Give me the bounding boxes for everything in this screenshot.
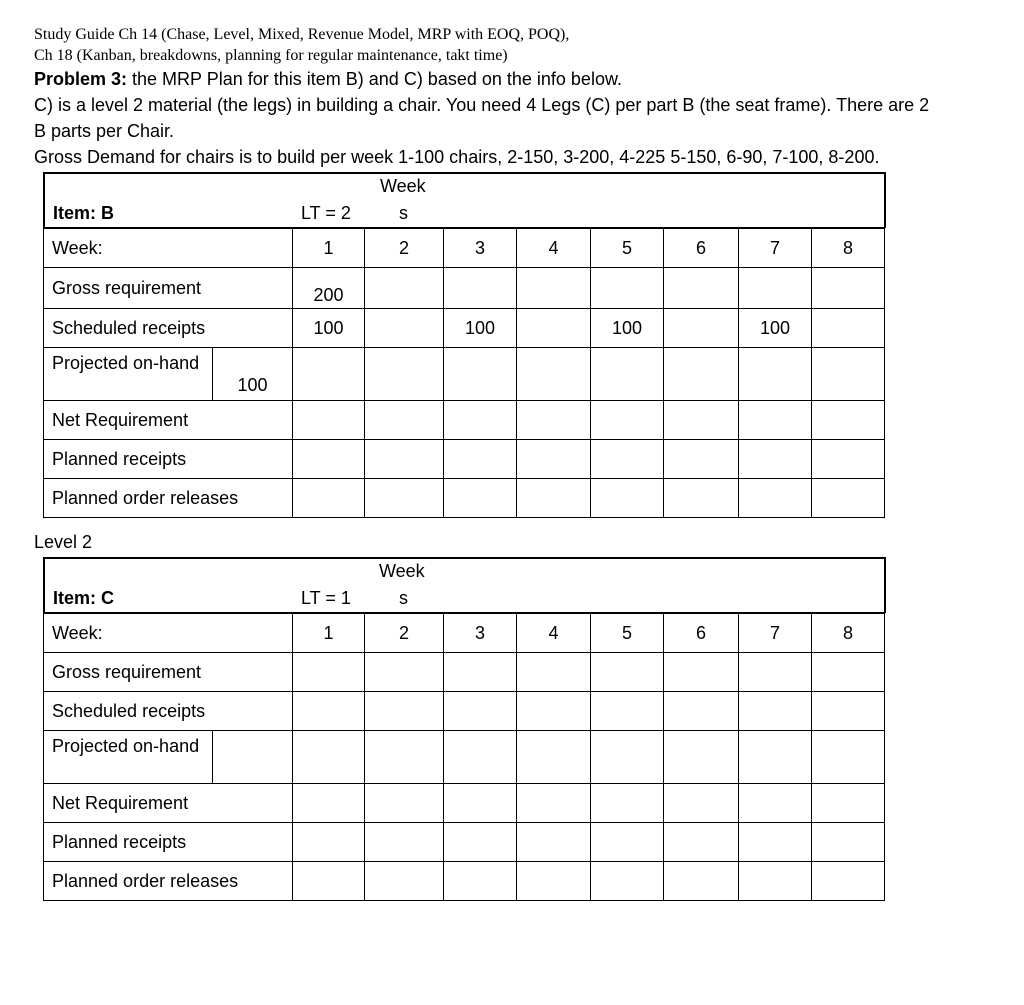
planned-receipts-cell[interactable]	[739, 823, 812, 862]
planned-order-releases-cell[interactable]	[293, 479, 365, 518]
gross-requirement-cell[interactable]	[293, 653, 365, 692]
net-requirement-cell[interactable]	[591, 401, 664, 440]
scheduled-receipts-cell[interactable]	[365, 692, 444, 731]
week-row-label: Week:	[44, 613, 293, 653]
gross-requirement-label: Gross requirement	[44, 653, 293, 692]
scheduled-receipts-cell[interactable]: 100	[293, 309, 365, 348]
projected-on-hand-cell[interactable]	[739, 731, 812, 784]
projected-on-hand-header	[44, 348, 293, 401]
planned-receipts-cell[interactable]	[517, 823, 591, 862]
scheduled-receipts-cell[interactable]: 100	[591, 309, 664, 348]
week-cell: 8	[812, 228, 885, 268]
net-requirement-label: Net Requirement	[44, 401, 293, 440]
projected-on-hand-cell[interactable]	[812, 731, 885, 784]
lead-time-label: LT = 1	[301, 588, 351, 608]
net-requirement-label: Net Requirement	[44, 784, 293, 823]
table-header-frame	[43, 172, 886, 228]
planned-receipts-label: Planned receipts	[44, 823, 293, 862]
projected-on-hand-cell[interactable]	[444, 348, 517, 401]
planned-order-releases-cell[interactable]	[444, 479, 517, 518]
net-requirement-cell[interactable]	[293, 784, 365, 823]
planned-order-releases-cell[interactable]	[591, 862, 664, 901]
scheduled-receipts-cell[interactable]	[664, 692, 739, 731]
planned-receipts-cell[interactable]	[591, 440, 664, 479]
scheduled-receipts-cell[interactable]	[591, 692, 664, 731]
planned-receipts-cell[interactable]	[812, 823, 885, 862]
planned-order-releases-cell[interactable]	[739, 479, 812, 518]
planned-order-releases-cell[interactable]	[365, 479, 444, 518]
scheduled-receipts-label: Scheduled receipts	[44, 692, 293, 731]
planned-order-releases-cell[interactable]	[365, 862, 444, 901]
net-requirement-cell[interactable]	[664, 401, 739, 440]
net-requirement-cell[interactable]	[591, 784, 664, 823]
week-row-label: Week:	[44, 228, 293, 268]
week-cell: 3	[444, 228, 517, 268]
projected-on-hand-header	[44, 731, 293, 784]
planned-order-releases-label: Planned order releases	[44, 862, 293, 901]
projected-on-hand-initial[interactable]	[213, 731, 292, 783]
gross-requirement-cell[interactable]	[812, 268, 885, 309]
mrp-grid	[43, 612, 885, 901]
gross-demand-text: Gross Demand for chairs is to build per week 1-100 chairs, 2-150, 3-200, 4-225 5-150, 6-90, 7-100, 8-200.	[34, 147, 880, 167]
lead-time-label: LT = 2	[301, 203, 351, 223]
scheduled-receipts-cell[interactable]	[365, 309, 444, 348]
gross-requirement-cell[interactable]	[517, 268, 591, 309]
gross-requirement-cell[interactable]	[664, 653, 739, 692]
week-cell: 5	[591, 228, 664, 268]
scheduled-receipts-cell[interactable]: 100	[444, 309, 517, 348]
net-requirement-cell[interactable]	[365, 401, 444, 440]
document-header	[34, 24, 1014, 170]
planned-order-releases-cell[interactable]	[664, 862, 739, 901]
net-requirement-cell[interactable]	[365, 784, 444, 823]
net-requirement-cell[interactable]	[517, 401, 591, 440]
planned-order-releases-cell[interactable]	[664, 479, 739, 518]
planned-receipts-cell[interactable]	[664, 823, 739, 862]
planned-order-releases-cell[interactable]	[293, 862, 365, 901]
mrp-grid	[43, 227, 885, 518]
week-cell: 3	[444, 613, 517, 653]
scheduled-receipts-cell[interactable]	[444, 692, 517, 731]
item-label: Item: B	[53, 203, 115, 223]
net-requirement-cell[interactable]	[444, 401, 517, 440]
table-header-frame	[43, 557, 886, 613]
scheduled-receipts-cell[interactable]: 100	[739, 309, 812, 348]
mrp-table-item-c	[43, 557, 884, 889]
week-cell: 5	[591, 613, 664, 653]
projected-on-hand-cell[interactable]	[365, 348, 444, 401]
week-cell: 7	[739, 228, 812, 268]
week-title: Week	[379, 561, 425, 581]
problem-number: Problem 3:	[34, 69, 128, 89]
gross-requirement-cell[interactable]	[365, 653, 444, 692]
planned-receipts-label: Planned receipts	[44, 440, 293, 479]
planned-order-releases-cell[interactable]	[812, 479, 885, 518]
planned-order-releases-cell[interactable]	[591, 479, 664, 518]
projected-on-hand-cell[interactable]	[664, 731, 739, 784]
projected-on-hand-cell[interactable]	[517, 348, 591, 401]
week-cell: 4	[517, 613, 591, 653]
projected-on-hand-cell[interactable]	[812, 348, 885, 401]
problem-description-line-2: B parts per Chair.	[34, 121, 175, 141]
week-cell: 6	[664, 613, 739, 653]
projected-on-hand-label: Projected on-hand	[44, 348, 213, 400]
projected-on-hand-cell[interactable]	[444, 731, 517, 784]
planned-receipts-cell[interactable]	[365, 440, 444, 479]
planned-receipts-cell[interactable]	[365, 823, 444, 862]
mrp-table-item-b	[43, 172, 884, 508]
planned-receipts-cell[interactable]	[444, 440, 517, 479]
planned-order-releases-label: Planned order releases	[44, 479, 293, 518]
projected-on-hand-cell[interactable]	[365, 731, 444, 784]
projected-on-hand-cell[interactable]	[591, 731, 664, 784]
net-requirement-cell[interactable]	[293, 401, 365, 440]
scheduled-receipts-cell[interactable]	[739, 692, 812, 731]
problem-heading	[34, 66, 1014, 92]
problem-description-line-1: C) is a level 2 material (the legs) in building a chair. You need 4 Legs (C) per part B (the seat frame). There are 2	[34, 95, 930, 115]
scheduled-receipts-cell[interactable]	[664, 309, 739, 348]
planned-receipts-cell[interactable]	[812, 440, 885, 479]
planned-receipts-cell[interactable]	[517, 440, 591, 479]
week-cell: 7	[739, 613, 812, 653]
scheduled-receipts-label: Scheduled receipts	[44, 309, 293, 348]
study-guide-title-line-1: Study Guide Ch 14 (Chase, Level, Mixed, Revenue Model, MRP with EOQ, POQ),	[34, 26, 570, 43]
projected-on-hand-cell[interactable]	[664, 348, 739, 401]
scheduled-receipts-cell[interactable]	[812, 309, 885, 348]
planned-receipts-cell[interactable]	[444, 823, 517, 862]
projected-on-hand-initial[interactable]: 100	[237, 375, 268, 395]
gross-requirement-cell[interactable]: 200	[293, 268, 365, 309]
planned-order-releases-cell[interactable]	[517, 479, 591, 518]
projected-on-hand-cell[interactable]	[293, 348, 365, 401]
week-cell: 4	[517, 228, 591, 268]
week-cell: 8	[812, 613, 885, 653]
gross-requirement-cell[interactable]	[739, 653, 812, 692]
projected-on-hand-cell[interactable]	[293, 731, 365, 784]
week-s-label: s	[399, 203, 408, 223]
gross-requirement-cell[interactable]	[812, 653, 885, 692]
planned-order-releases-cell[interactable]	[812, 862, 885, 901]
net-requirement-cell[interactable]	[664, 784, 739, 823]
net-requirement-cell[interactable]	[444, 784, 517, 823]
planned-receipts-cell[interactable]	[591, 823, 664, 862]
week-cell: 1	[293, 613, 365, 653]
week-cell: 1	[293, 228, 365, 268]
study-guide-title-line-2: Ch 18 (Kanban, breakdowns, planning for regular maintenance, takt time)	[34, 47, 508, 64]
level-2-label: Level 2	[34, 532, 93, 552]
gross-requirement-cell[interactable]	[739, 268, 812, 309]
planned-order-releases-cell[interactable]	[517, 862, 591, 901]
gross-requirement-cell[interactable]	[444, 653, 517, 692]
week-cell: 2	[365, 228, 444, 268]
week-s-label: s	[399, 588, 408, 608]
problem-statement: the MRP Plan for this item B) and C) based on the info below.	[127, 69, 622, 89]
projected-on-hand-cell[interactable]	[517, 731, 591, 784]
net-requirement-cell[interactable]	[739, 401, 812, 440]
planned-receipts-cell[interactable]	[293, 823, 365, 862]
net-requirement-cell[interactable]	[739, 784, 812, 823]
net-requirement-cell[interactable]	[812, 401, 885, 440]
gross-requirement-cell[interactable]	[591, 268, 664, 309]
gross-requirement-cell[interactable]	[365, 268, 444, 309]
net-requirement-cell[interactable]	[812, 784, 885, 823]
gross-requirement-cell[interactable]	[664, 268, 739, 309]
planned-order-releases-cell[interactable]	[444, 862, 517, 901]
projected-on-hand-cell[interactable]	[739, 348, 812, 401]
gross-requirement-label: Gross requirement	[44, 268, 293, 309]
scheduled-receipts-cell[interactable]	[812, 692, 885, 731]
item-label: Item: C	[53, 588, 115, 608]
gross-requirement-cell[interactable]	[517, 653, 591, 692]
planned-order-releases-cell[interactable]	[739, 862, 812, 901]
gross-requirement-cell[interactable]	[591, 653, 664, 692]
gross-requirement-cell[interactable]	[444, 268, 517, 309]
week-cell: 6	[664, 228, 739, 268]
week-cell: 2	[365, 613, 444, 653]
week-title: Week	[380, 176, 426, 196]
scheduled-receipts-cell[interactable]	[517, 692, 591, 731]
projected-on-hand-cell[interactable]	[591, 348, 664, 401]
scheduled-receipts-cell[interactable]	[517, 309, 591, 348]
net-requirement-cell[interactable]	[517, 784, 591, 823]
planned-receipts-cell[interactable]	[664, 440, 739, 479]
scheduled-receipts-cell[interactable]	[293, 692, 365, 731]
projected-on-hand-label: Projected on-hand	[44, 731, 213, 783]
planned-receipts-cell[interactable]	[293, 440, 365, 479]
planned-receipts-cell[interactable]	[739, 440, 812, 479]
